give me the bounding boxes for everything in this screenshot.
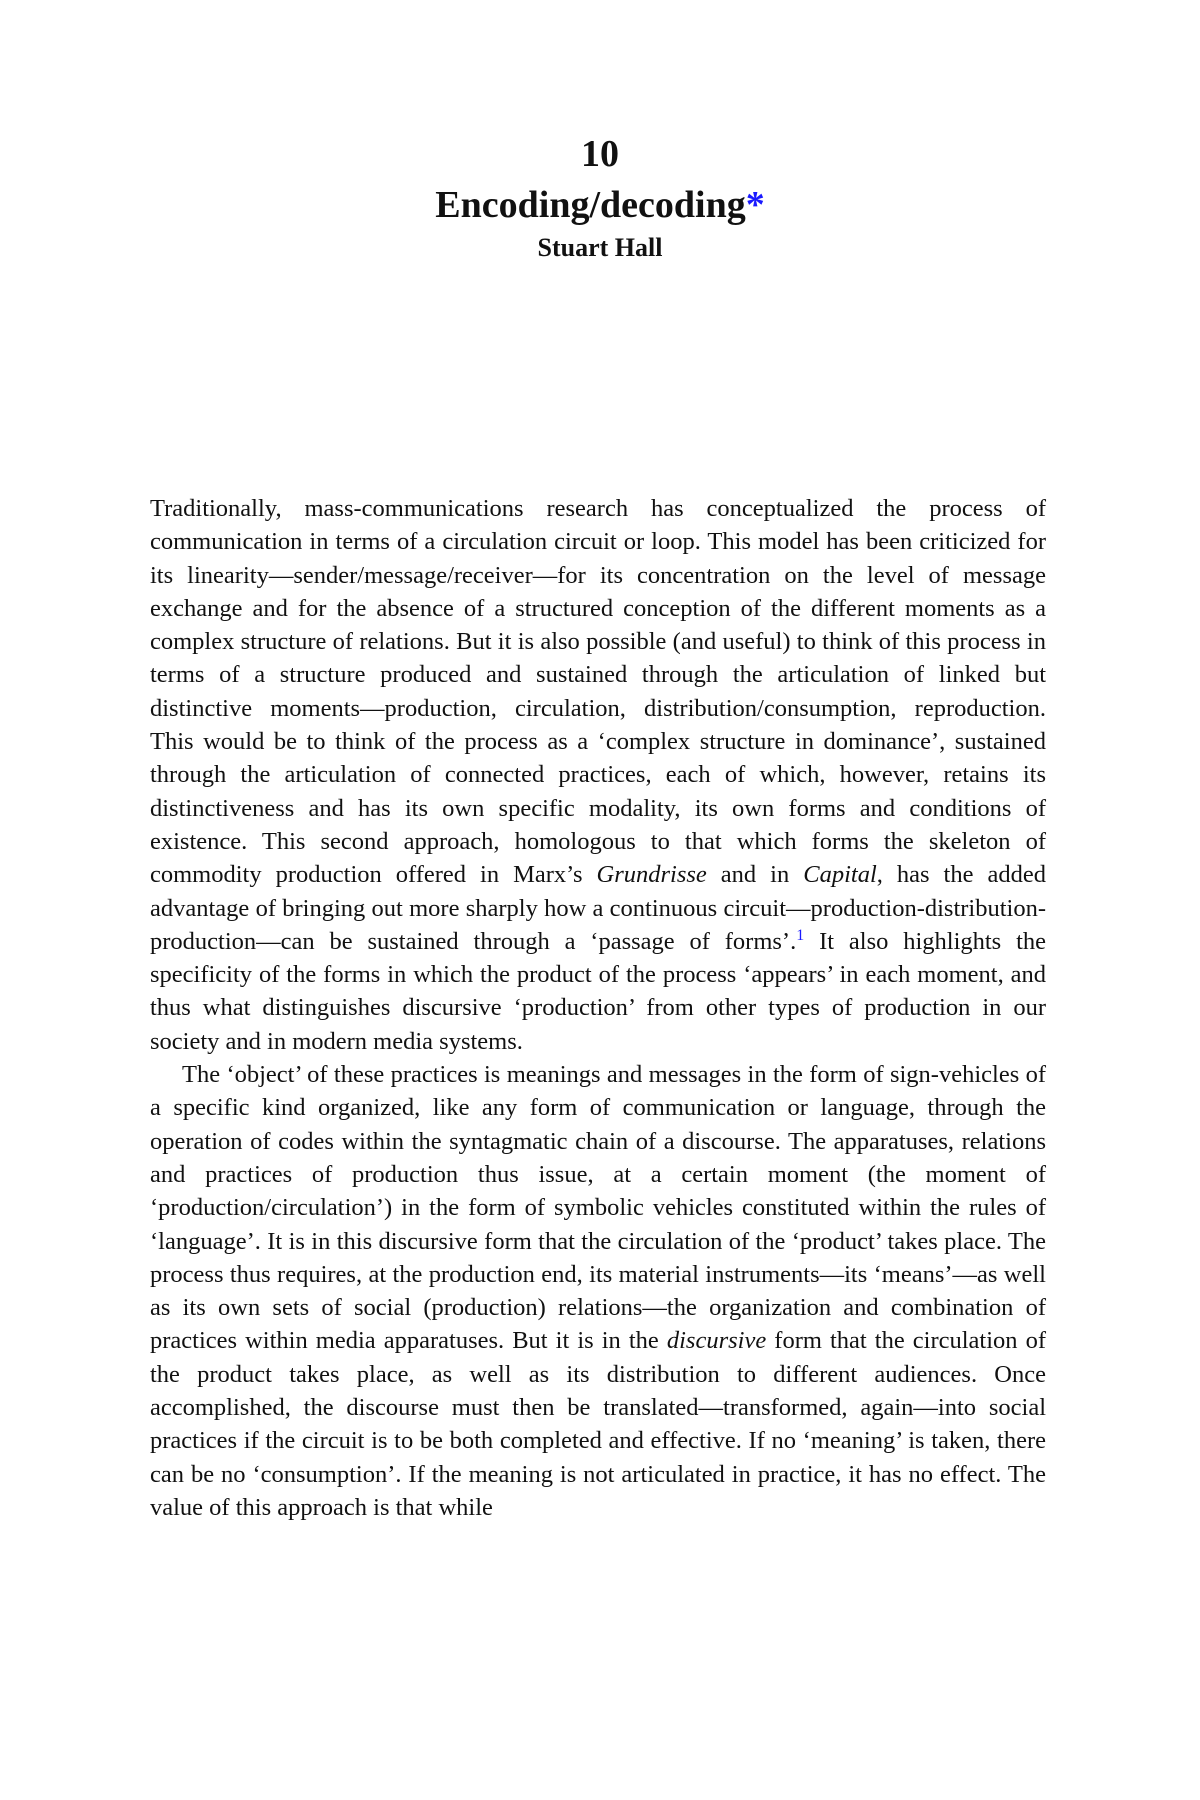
author-name: Stuart Hall — [537, 233, 663, 262]
chapter-title — [0, 182, 1200, 228]
footnote-link[interactable]: 1 — [796, 926, 805, 944]
paragraph-text: The ‘object’ of these practices is meanings and messages in the form of sign-vehicles of a specific kind organized, like any form of communication or language, through the operation of codes within the syntagmatic chain of a discourse. The apparatuses, relations and practices of production thus issue, at a certain moment (the moment of ‘production/circulation’) in the form of symbolic vehicles constituted within the rules of ‘language’. It is in this discursive form that the circulation of the ‘product’ takes place. The process thus requires, at the production end, its material instruments—its ‘means’—as well as its own sets of social (production) relations—the organization and combination of practices within media apparatuses. But it is in the — [150, 1061, 1046, 1355]
body-text — [150, 492, 1046, 1524]
paragraph-text: Traditionally, mass-communications research has conceptualized the process of communication in terms of a circulation circuit or loop. This model has been criticized for its linearity—sender/message/receiver—for its concentration on the level of message exchange and for the absence of a structured conception of the different moments as a complex structure of relations. But it is also possible (and useful) to think of this process in terms of a structure produced and sustained through the articulation of linked but distinctive moments—production, circulation, distribution/consumption, reproduction. This would be to think of the process as a ‘complex structure in dominance’, sustained through the articulation of connected practices, each of which, however, retains its distinctiveness and has its own specific modality, its own forms and conditions of existence. This second approach, homologous to that which forms the skeleton of commodity production offered in Marx’s — [150, 495, 1046, 889]
chapter-number: 10 — [581, 133, 619, 175]
italic-title-grundrisse: Grundrisse — [596, 861, 707, 889]
italic-title-capital: Capital — [803, 861, 877, 889]
paragraph-text: , has the added advantage of bringing out more sharply how a continuous circuit—production-distribution-production—can be sustained through a ‘passage of forms’. — [150, 861, 1046, 955]
title-footnote-link[interactable]: * — [745, 184, 765, 226]
paragraph — [150, 1058, 1046, 1524]
chapter-header — [0, 132, 1200, 264]
paragraph-text: form that the circulation of the product takes place, as well as its distribution to different audiences. Once accomplished, the discourse must then be translated—transformed, again—into social practices if the circuit is to be both completed and effective. If no ‘meaning’ is taken, there can be no ‘consumption’. If the meaning is not articulated in practice, it has no effect. The value of this approach is that while — [150, 1327, 1047, 1521]
paragraph — [150, 492, 1046, 1058]
italic-term-discursive: discursive — [666, 1327, 767, 1355]
chapter-title-text: Encoding/decoding — [435, 184, 746, 226]
paragraph-text: It also highlights the specificity of the forms in which the product of the process ‘appears’ in each moment, and thus what distinguishes discursive ‘production’ from other types of production in our society and in modern media systems. — [150, 927, 1047, 1055]
paragraph-text: and in — [706, 861, 804, 889]
